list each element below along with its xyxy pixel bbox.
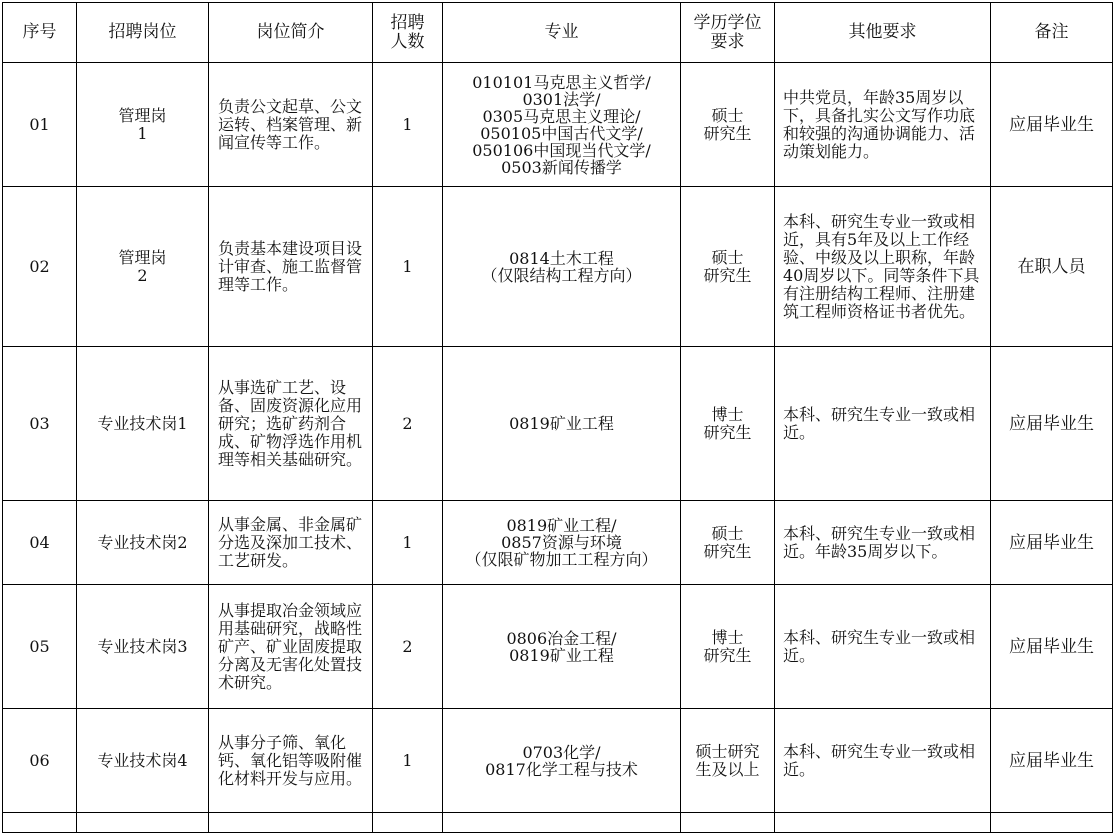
- row-note: 应届毕业生: [991, 501, 1113, 585]
- edu-line2: 研究生: [703, 541, 752, 561]
- row-count: 1: [373, 709, 443, 813]
- edu-line2: 研究生: [703, 645, 752, 665]
- major-item: （仅限结构工程方向）: [481, 265, 642, 285]
- row-other: 中共党员，年龄35周岁以下，具备扎实公文写作功底和较强的沟通协调能力、活动策划能力。: [775, 63, 991, 187]
- header-edu: [681, 3, 775, 63]
- row-edu: [681, 709, 775, 813]
- edu-line1: 博士: [711, 627, 744, 647]
- row-other: 本科、研究生专业一致或相近。: [775, 585, 991, 709]
- row-majors: [443, 585, 681, 709]
- major-item: 0819矿业工程: [509, 414, 614, 433]
- position-line2: 1: [137, 123, 148, 143]
- row-desc: 负责公文起草、公文运转、档案管理、新闻宣传等工作。: [209, 63, 373, 187]
- major-item: 0305马克思主义理论/: [482, 106, 641, 126]
- major-item: 0806冶金工程/: [506, 628, 617, 648]
- edu-line1: 硕士: [711, 523, 744, 543]
- edu-line2: 生及以上: [695, 759, 760, 779]
- row-position: [77, 63, 209, 187]
- major-item: 0857资源与环境: [501, 533, 622, 552]
- row-majors: [443, 501, 681, 585]
- row-note: 应届毕业生: [991, 709, 1113, 813]
- major-item: 0814土木工程: [509, 248, 614, 268]
- row-majors: [443, 347, 681, 501]
- row-note: 应届毕业生: [991, 347, 1113, 501]
- table-row: [3, 709, 1113, 813]
- major-item: 0819矿业工程: [509, 645, 614, 665]
- header-edu-line1: 学历学位: [693, 12, 762, 33]
- header-major: 专业: [443, 3, 681, 63]
- header-count-line2: 人数: [390, 31, 425, 52]
- row-seq: 06: [3, 709, 77, 813]
- major-item: 0301法学/: [522, 89, 601, 109]
- row-desc: 从事分子筛、氧化钙、氧化铝等吸附催化材料开发与应用。: [209, 709, 373, 813]
- row-edu: [681, 501, 775, 585]
- header-edu-line2: 要求: [710, 31, 745, 52]
- row-note: 在职人员: [991, 187, 1113, 347]
- row-position: 专业技术岗1: [77, 347, 209, 501]
- table-row: [3, 347, 1113, 501]
- position-line2: 2: [137, 265, 148, 285]
- row-majors: [443, 187, 681, 347]
- table-row: [3, 187, 1113, 347]
- row-other: 本科、研究生专业一致或相近。年龄35周岁以下。: [775, 501, 991, 585]
- row-note: 应届毕业生: [991, 63, 1113, 187]
- position-line1: 管理岗: [118, 105, 167, 125]
- row-desc: 从事提取冶金领域应用基础研究，战略性矿产、矿业固废提取分离及无害化处置技术研究。: [209, 585, 373, 709]
- row-edu: [681, 585, 775, 709]
- row-seq: 01: [3, 63, 77, 187]
- row-count: 2: [373, 585, 443, 709]
- row-majors: [443, 709, 681, 813]
- edu-line2: 研究生: [703, 123, 752, 143]
- edu-line1: 硕士研究: [695, 741, 760, 761]
- row-count: 2: [373, 347, 443, 501]
- header-position: 招聘岗位: [77, 3, 209, 63]
- header-note: 备注: [991, 3, 1113, 63]
- major-item: 0503新闻传播学: [501, 157, 622, 177]
- row-desc: 从事选矿工艺、设备、固废资源化应用研究；选矿药剂合成、矿物浮选作用机理等相关基础研究。: [209, 347, 373, 501]
- row-position: 专业技术岗4: [77, 709, 209, 813]
- row-seq: 05: [3, 585, 77, 709]
- header-other: 其他要求: [775, 3, 991, 63]
- row-position: [77, 187, 209, 347]
- edu-line1: 硕士: [711, 105, 744, 125]
- row-seq: 02: [3, 187, 77, 347]
- row-seq: 04: [3, 501, 77, 585]
- row-edu: [681, 347, 775, 501]
- edu-line2: 研究生: [703, 422, 752, 442]
- row-edu: [681, 63, 775, 187]
- table-row: [3, 501, 1113, 585]
- row-majors: [443, 63, 681, 187]
- row-other: 本科、研究生专业一致或相近。: [775, 347, 991, 501]
- table-row: [3, 63, 1113, 187]
- recruitment-table: [2, 2, 1113, 833]
- row-edu: [681, 187, 775, 347]
- major-item: 010101马克思主义哲学/: [472, 72, 651, 92]
- major-item: 0819矿业工程/: [506, 516, 617, 535]
- major-item: 050105中国古代文学/: [480, 123, 643, 143]
- major-item: （仅限矿物加工工程方向）: [465, 550, 658, 569]
- header-count: [373, 3, 443, 63]
- row-position: 专业技术岗3: [77, 585, 209, 709]
- position-line1: 管理岗: [118, 247, 167, 267]
- header-desc: 岗位简介: [209, 3, 373, 63]
- row-desc: 从事金属、非金属矿分选及深加工技术、工艺研发。: [209, 501, 373, 585]
- row-other: 本科、研究生专业一致或相近，具有5年及以上工作经验、中级及以上职称，年龄40周岁以下。同等条件下具有注册结构工程师、注册建筑工程师资格证书者优先。: [775, 187, 991, 347]
- row-seq: 03: [3, 347, 77, 501]
- major-item: 050106中国现当代文学/: [472, 140, 651, 160]
- row-position: 专业技术岗2: [77, 501, 209, 585]
- edu-line2: 研究生: [703, 265, 752, 285]
- row-other: 本科、研究生专业一致或相近。: [775, 709, 991, 813]
- row-count: 1: [373, 501, 443, 585]
- header-count-line1: 招聘: [390, 12, 425, 33]
- table-row: [3, 585, 1113, 709]
- row-desc: 负责基本建设项目设计审查、施工监督管理等工作。: [209, 187, 373, 347]
- row-count: 1: [373, 63, 443, 187]
- edu-line1: 博士: [711, 404, 744, 424]
- row-note: 应届毕业生: [991, 585, 1113, 709]
- header-row: [3, 3, 1113, 63]
- edu-line1: 硕士: [711, 247, 744, 267]
- major-item: 0817化学工程与技术: [485, 759, 638, 779]
- major-item: 0703化学/: [522, 742, 601, 762]
- row-count: 1: [373, 187, 443, 347]
- header-seq: 序号: [3, 3, 77, 63]
